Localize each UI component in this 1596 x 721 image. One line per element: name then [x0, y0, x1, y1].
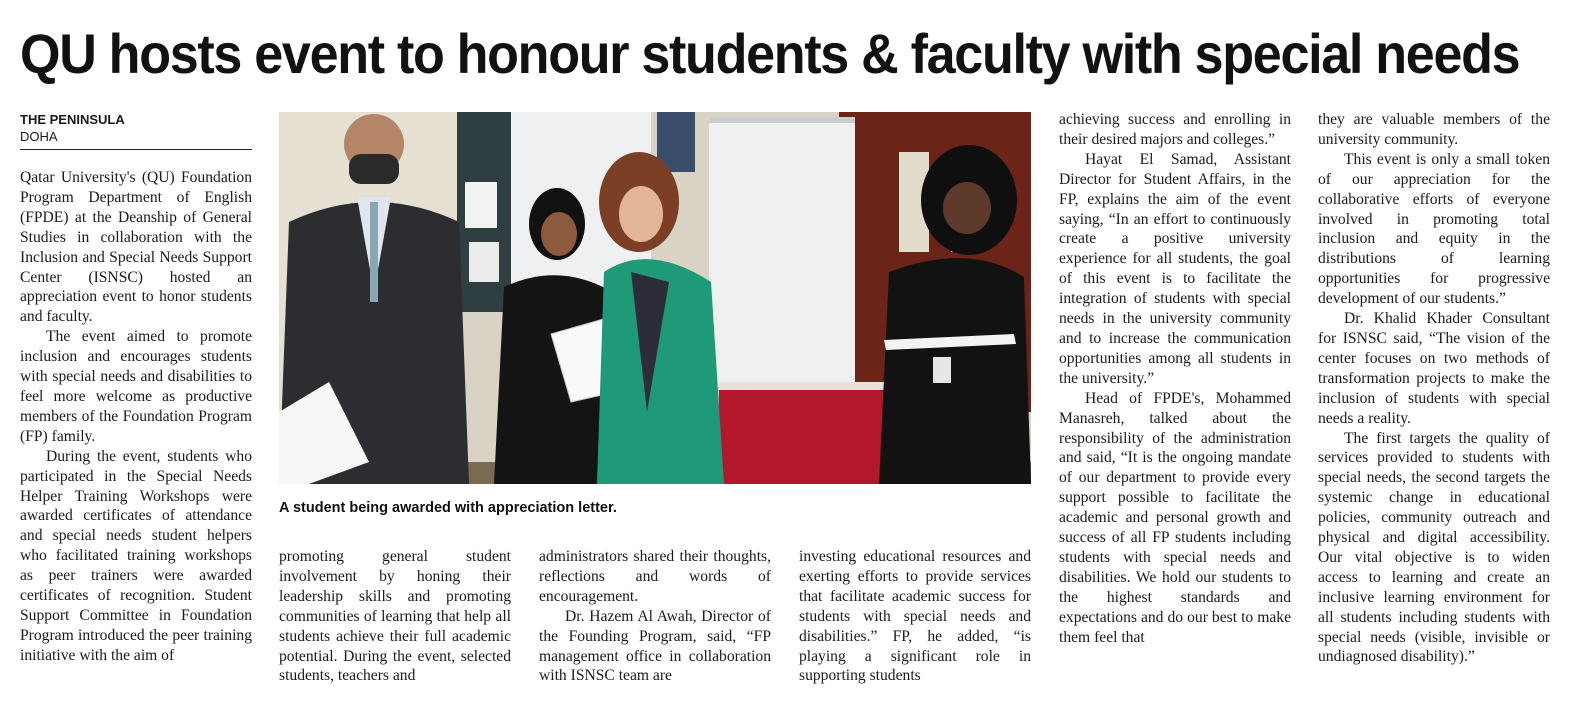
byline-location: DOHA	[20, 129, 58, 144]
article-column-4	[799, 547, 1031, 686]
byline-publication: THE PENINSULA	[20, 112, 125, 127]
paragraph: they are valuable members of the university community.	[1318, 111, 1550, 148]
paragraph: achieving success and enrolling in their desired majors and colleges.”	[1059, 111, 1291, 148]
paragraph: This event is only a small token of our appreciation for the collaborative efforts of everyone involved in promoting total inclusion and equity in the distributions of learning opportunities for progressive development of our students.”	[1318, 150, 1550, 308]
article-column-5	[1059, 110, 1291, 647]
paragraph: The first targets the quality of services provided to students with special needs, the second targets the systemic change in educational policies, community outreach and physical and digital accessibility. Our vital objective is to widen access to learning and create an inclusive learning environment for all students including students with special needs (visible, invisible or undiagnosed disability).”	[1318, 429, 1550, 666]
paragraph: administrators shared their thoughts, reflections and words of encouragement.	[539, 548, 771, 605]
photo-illustration	[279, 112, 1031, 484]
article-photo	[279, 112, 1031, 484]
paragraph: The event aimed to promote inclusion and encourages students with special needs and disabilities to feel more welcome as productive members of the Foundation Program (FP) family.	[20, 328, 252, 445]
paragraph: promoting general student involvement by honing their leadership skills and promoting communities of learning that help all students achieve their full academic potential. During the event, selected students, teachers and	[279, 548, 511, 685]
paragraph: Head of FPDE's, Mohammed Manasreh, talked about the responsibility of the administration and said, “It is the ongoing mandate of our department to provide every support possible to facilitate the academic and personal growth and success of all FP students including students with special needs and disabilities. We hold our students to the highest standards and expectations and do our best to make them feel that	[1059, 389, 1291, 646]
photo-caption: A student being awarded with appreciation letter.	[279, 500, 617, 516]
paragraph: Dr. Khalid Khader Consultant for ISNSC said, “The vision of the center focuses on two methods of transformation projects to make the inclusion of students with special needs a reality.	[1318, 310, 1550, 427]
paragraph: Qatar University's (QU) Foundation Program Department of English (FPDE) at the Deanship of General Studies in collaboration with the Inclusion and Special Needs Support Center (ISNSC) hosted an appreciation event to honor students and faculty.	[20, 169, 252, 326]
paragraph: Hayat El Samad, Assistant Director for Student Affairs, in the FP, explains the aim of the event saying, “In an effort to continuously create a positive university experience for all students, the goal of this event is to facilitate the integration of students with special needs in the university community and to increase the communication opportunities among all students in the university.”	[1059, 150, 1291, 387]
byline	[20, 112, 252, 150]
paragraph: investing educational resources and exerting efforts to provide services that facilitate academic success for students with special needs and disabilities.” FP, he added, “is playing a significant role in supporting students	[799, 548, 1031, 685]
paragraph: Dr. Hazem Al Awah, Director of the Founding Program, said, “FP management office in collaboration with ISNSC team are	[539, 607, 771, 685]
paragraph: During the event, students who participated in the Special Needs Helper Training Workshops were awarded certificates of attendance and special needs student helpers who facilitated training workshops as peer trainers were awarded certificates of recognition. Student Support Committee in Foundation Program introduced the peer training initiative with the aim of	[20, 447, 252, 664]
article-column-1	[20, 168, 252, 666]
headline: QU hosts event to honour students & faculty with special needs	[20, 22, 1520, 85]
article-column-3	[539, 547, 771, 686]
article-column-2	[279, 547, 511, 686]
article-column-6	[1318, 110, 1550, 667]
